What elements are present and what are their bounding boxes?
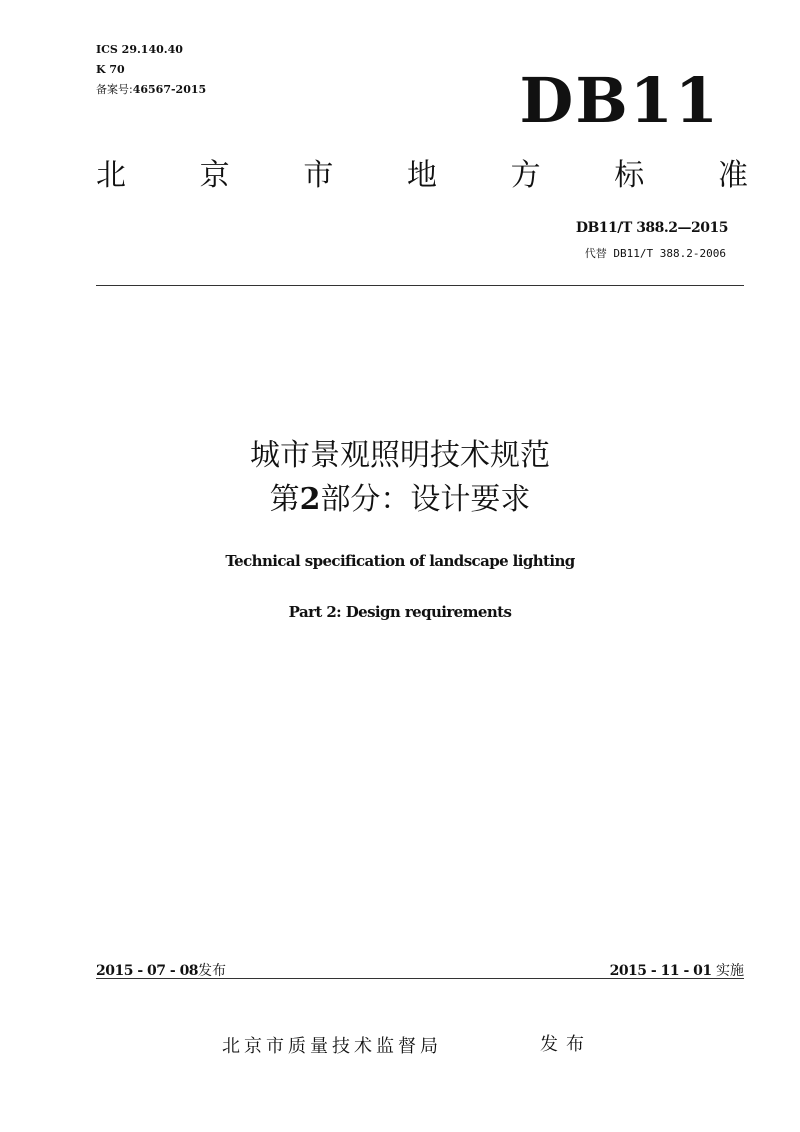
issuing-authority: 北京市质量技术监督局 — [222, 1036, 442, 1057]
standard-number: DB11/T 388.2—2015 — [575, 220, 728, 236]
ccs-code: K 70 — [96, 63, 125, 76]
record-label: 备案号: — [96, 83, 133, 96]
title-en-line2: Part 2: Design requirements — [288, 603, 512, 621]
implement-date-line — [610, 960, 744, 980]
standard-name-char: 准 — [717, 158, 748, 193]
record-number-line — [96, 83, 206, 97]
implement-label: 实施 — [716, 963, 744, 979]
publish-date: 2015 - 07 - 08 — [96, 963, 199, 979]
replaces-note: 代替 DB11/T 388.2-2006 — [584, 247, 726, 260]
standard-type-title — [96, 156, 748, 196]
title-cn-prefix: 第 — [269, 482, 300, 517]
implement-date: 2015 - 11 - 01 — [609, 963, 712, 979]
publish-label: 发布 — [198, 963, 227, 979]
standard-name-char: 地 — [406, 158, 437, 193]
publish-date-line — [96, 960, 226, 980]
issue-label: 发布 — [540, 1034, 592, 1055]
title-cn-rest: 部分：设计要求 — [320, 482, 531, 517]
standard-name-char: 京 — [199, 158, 230, 193]
standard-mark: DB11 — [519, 64, 720, 137]
title-cn-line1: 城市景观照明技术规范 — [250, 438, 550, 473]
standard-name-char: 北 — [96, 158, 126, 193]
bottom-divider — [96, 978, 744, 979]
record-number: 46567-2015 — [132, 83, 207, 96]
top-divider — [96, 285, 744, 286]
title-cn-part-number: 2 — [299, 482, 321, 517]
standard-name-char: 方 — [510, 158, 541, 193]
title-en-line1: Technical specification of landscape lighting — [225, 552, 575, 570]
standard-name-char: 市 — [303, 158, 334, 193]
standard-name-char: 标 — [614, 158, 645, 193]
title-cn-line2 — [0, 480, 800, 520]
ics-code: ICS 29.140.40 — [96, 43, 183, 56]
